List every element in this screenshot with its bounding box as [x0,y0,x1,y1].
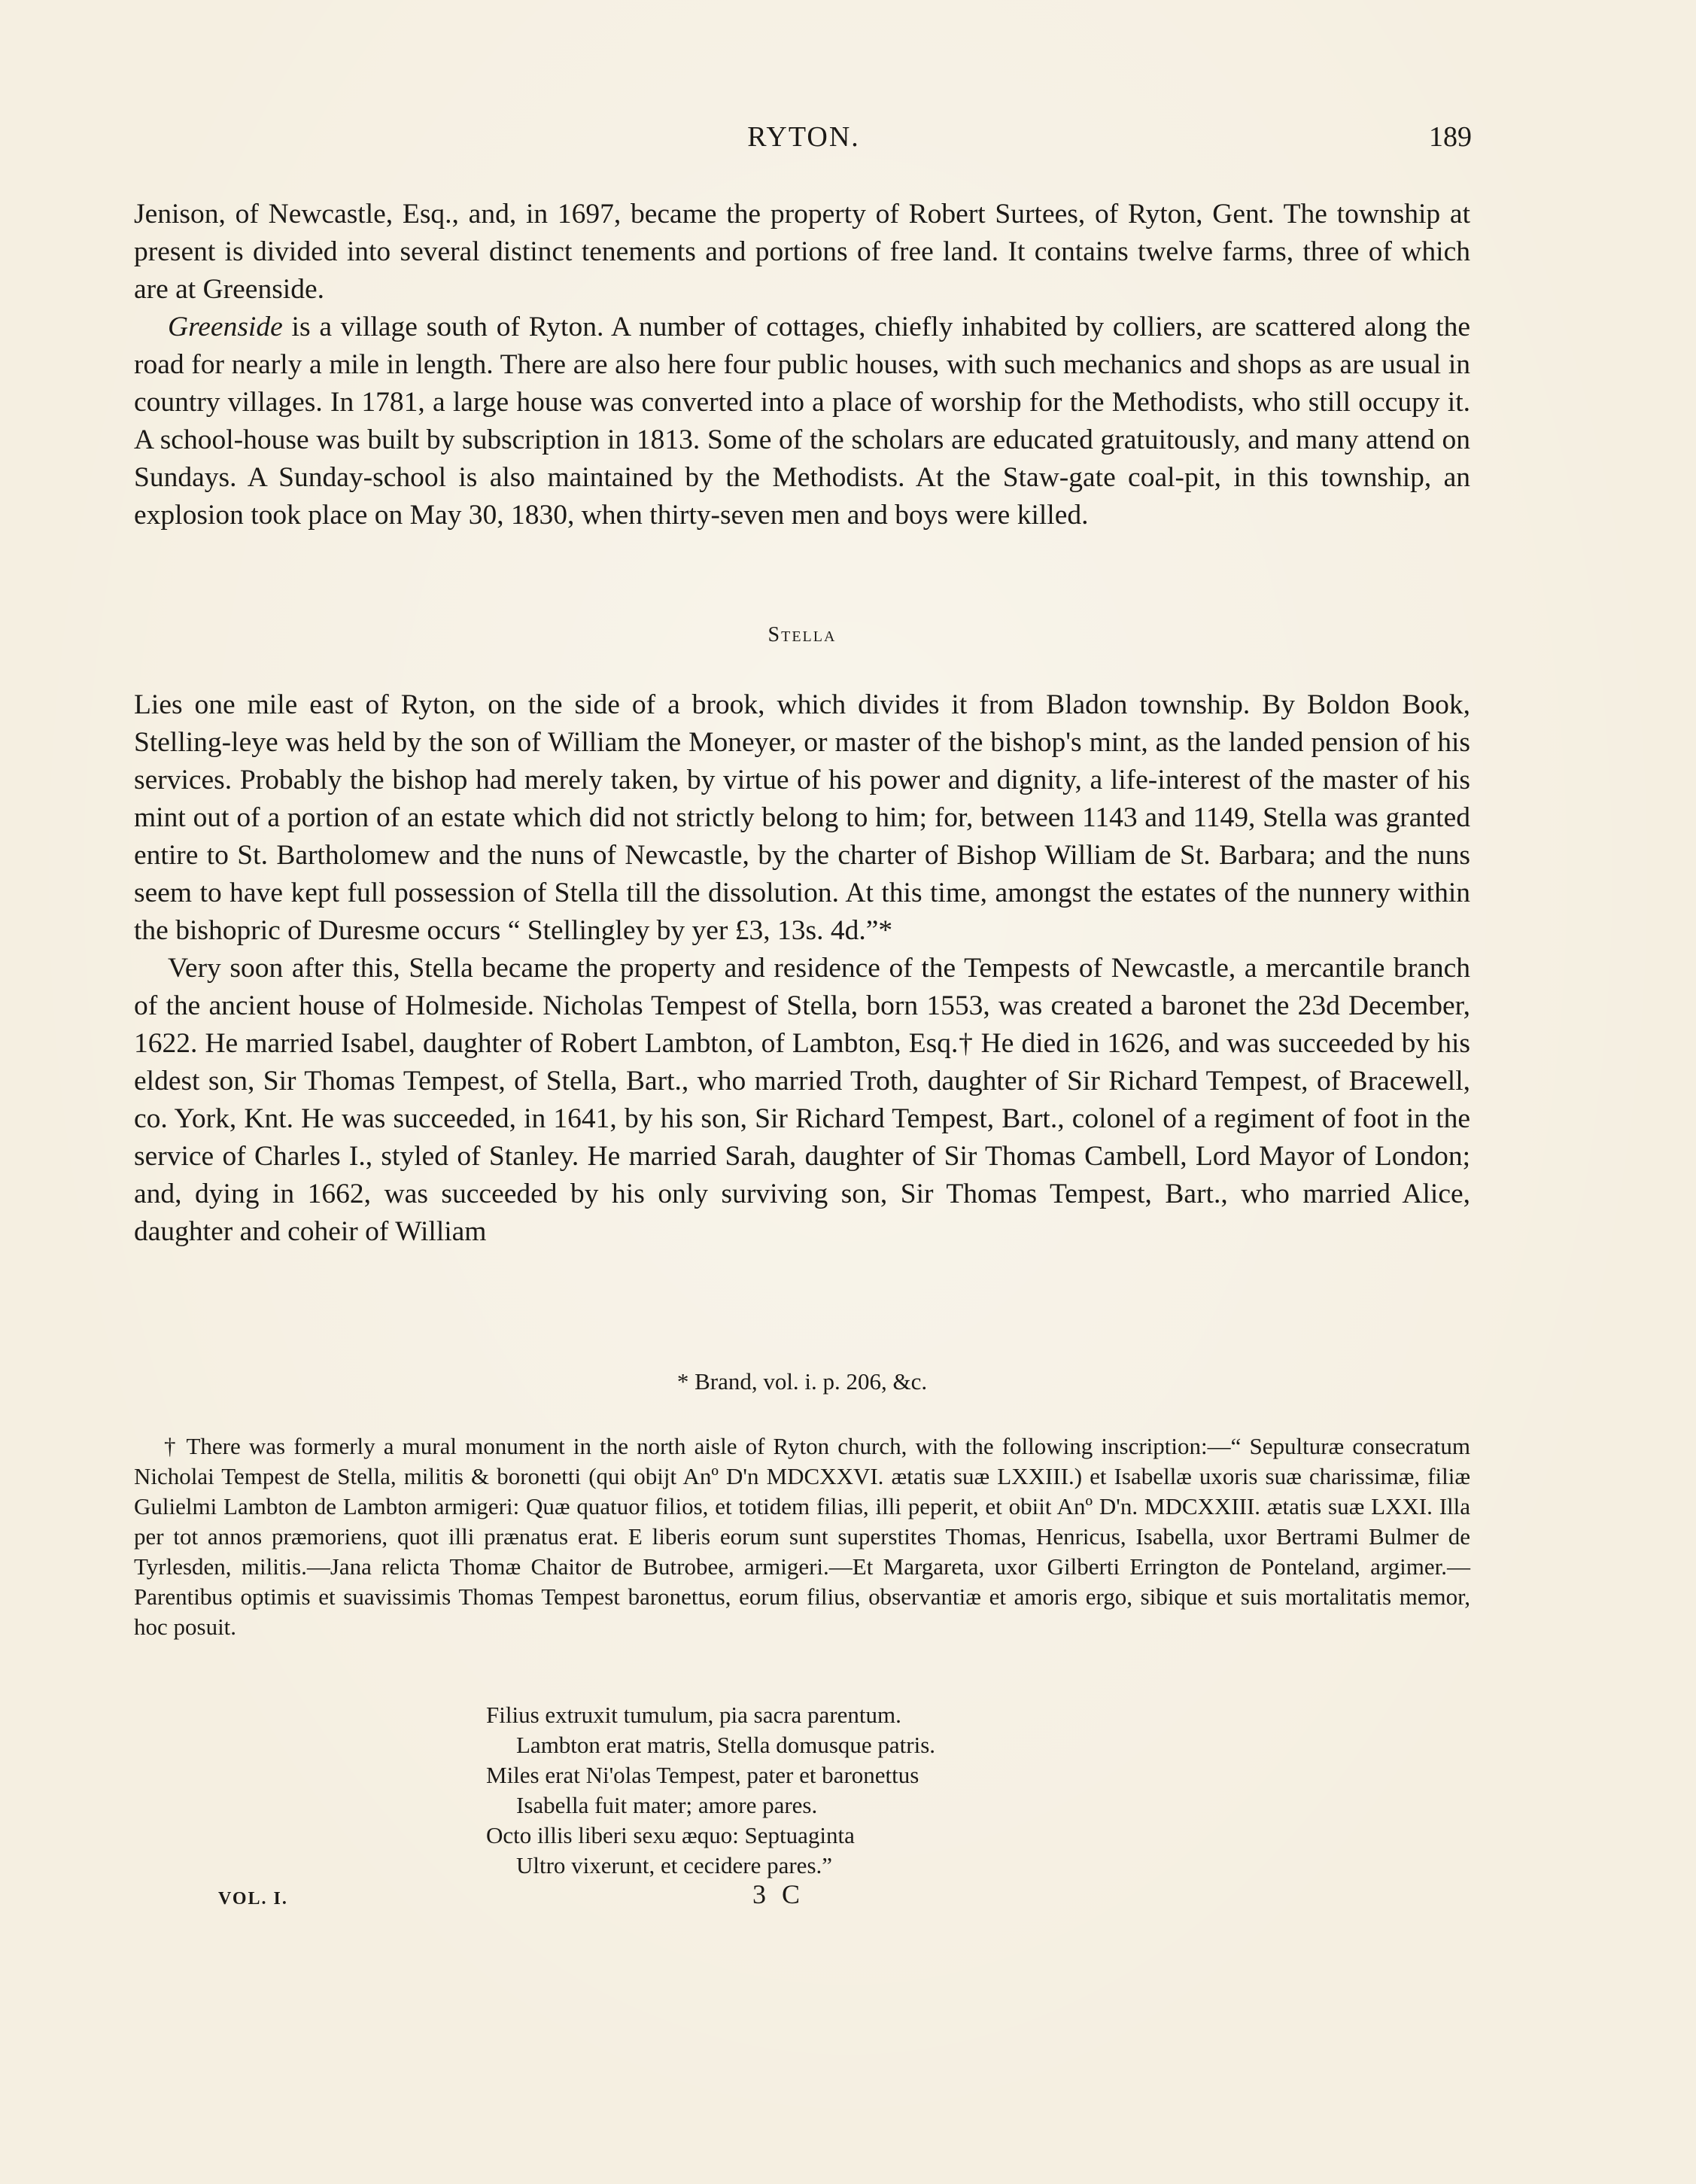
stella-text [134,686,1470,1251]
section-heading-stella: Stella [767,623,837,646]
verse-line: Filius extruxit tumulum, pia sacra parentum. [486,1702,901,1728]
greenside-lead: Greenside [168,312,283,342]
page-number: 189 [1429,121,1472,153]
verse-line: Lambton erat matris, Stella domusque patris. [516,1732,936,1758]
intro-paragraph-1: Jenison, of Newcastle, Esq., and, in 1697, became the property of Robert Surtees, of Ryton, Gent. The township at present is divided into several distinct tenements and portions of free land. It contains twelve farms, three of which are at Greenside. [134,199,1470,305]
footnote-dagger-block [134,1431,1470,1642]
intro-paragraph-2 [134,309,1470,534]
footnote-dagger: † There was formerly a mural monument in the north aisle of Ryton church, with the following inscription:—“ Sepulturæ consecratum Nicholai Tempest de Stella, militis & boronetti (qui obijt Anº D'n MDCXXVI. ætatis suæ LXXIII.) et Isabellæ uxoris suæ charissimæ, filiæ Gulielmi Lambton de Lambton armigeri: Quæ quatuor filios, et totidem filias, illi peperit, et obiit Anº D'n. MDCXXIII. ætatis suæ LXXI. Illa per tot annos præmoriens, quot illi prænatus erat. E liberis eorum sunt superstites Thomas, Henricus, Isabella, uxor Bertrami Bulmer de Tyrlesden, militis.—Jana relicta Thomæ Chaitor de Butrobee, armigeri.—Et Margareta, uxor Gilberti Errington de Ponteland, argimer.—Parentibus optimis et suavissimis Thomas Tempest baronettus, eorum filius, observantiæ et amoris ergo, sibique et suis mortalitatis memor, hoc posuit. [134,1433,1470,1640]
intro-text [134,196,1470,534]
stella-paragraph-1: Lies one mile east of Ryton, on the side of a brook, which divides it from Bladon township. By Boldon Book, Stelling-leye was held by the son of William the Moneyer, or master of the bishop's mint, as the landed pension of his services. Probably the bishop had merely taken, by virtue of his power and dignity, a life-interest of the master of his mint out of a portion of an estate which did not strictly belong to him; for, between 1143 and 1149, Stella was granted entire to St. Bartholomew and the nuns of Newcastle, by the charter of Bishop William de St. Barbara; and the nuns seem to have kept full possession of Stella till the dissolution. At this time, amongst the estates of the nunnery within the bishopric of Duresme occurs “ Stellingley by yer £3, 13s. 4d.”* [134,689,1470,946]
greenside-text: is a village south of Ryton. A number of cottages, chiefly inhabited by colliers, are scattered along the road for nearly a mile in length. There are also here four public houses, with such mechanics and shops as are usual in country villages. In 1781, a large house was converted into a place of worship for the Methodists, who still occupy it. A school-house was built by subscription in 1813. Some of the scholars are educated gratuitously, and many attend on Sundays. A Sunday-school is also maintained by the Methodists. At the Staw-gate coal-pit, in this township, an explosion took place on May 30, 1830, when thirty-seven men and boys were killed. [134,312,1470,531]
verse-line: Octo illis liberi sexu æquo: Septuaginta [486,1822,855,1848]
epitaph-verse [486,1700,1163,1881]
verse-line: Ultro vixerunt, et cecidere pares.” [516,1852,833,1878]
verse-line: Isabella fuit mater; amore pares. [516,1792,818,1818]
stella-paragraph-2: Very soon after this, Stella became the property and residence of the Tempests of Newcastle, a mercantile branch of the ancient house of Holmeside. Nicholas Tempest of Stella, born 1553, was created a baronet the 23d December, 1622. He married Isabel, daughter of Robert Lambton, of Lambton, Esq.† He died in 1626, and was succeeded by his eldest son, Sir Thomas Tempest, of Stella, Bart., who married Troth, daughter of Sir Richard Tempest, of Bracewell, co. York, Knt. He was succeeded, in 1641, by his son, Sir Richard Tempest, Bart., colonel of a regiment of foot in the service of Charles I., styled of Stanley. He married Sarah, daughter of Sir Thomas Cambell, Lord Mayor of London; and, dying in 1662, was succeeded by his only surviving son, Sir Thomas Tempest, Bart., who married Alice, daughter and coheir of William [134,953,1470,1247]
verse-line: Miles erat Ni'olas Tempest, pater et baronettus [486,1762,919,1788]
page-header [135,120,1472,158]
running-title: RYTON. [747,121,860,153]
footnote-star: * Brand, vol. i. p. 206, &c. [676,1368,928,1395]
volume-mark: VOL. I. [218,1889,288,1909]
signature-mark: 3 C [752,1879,805,1909]
